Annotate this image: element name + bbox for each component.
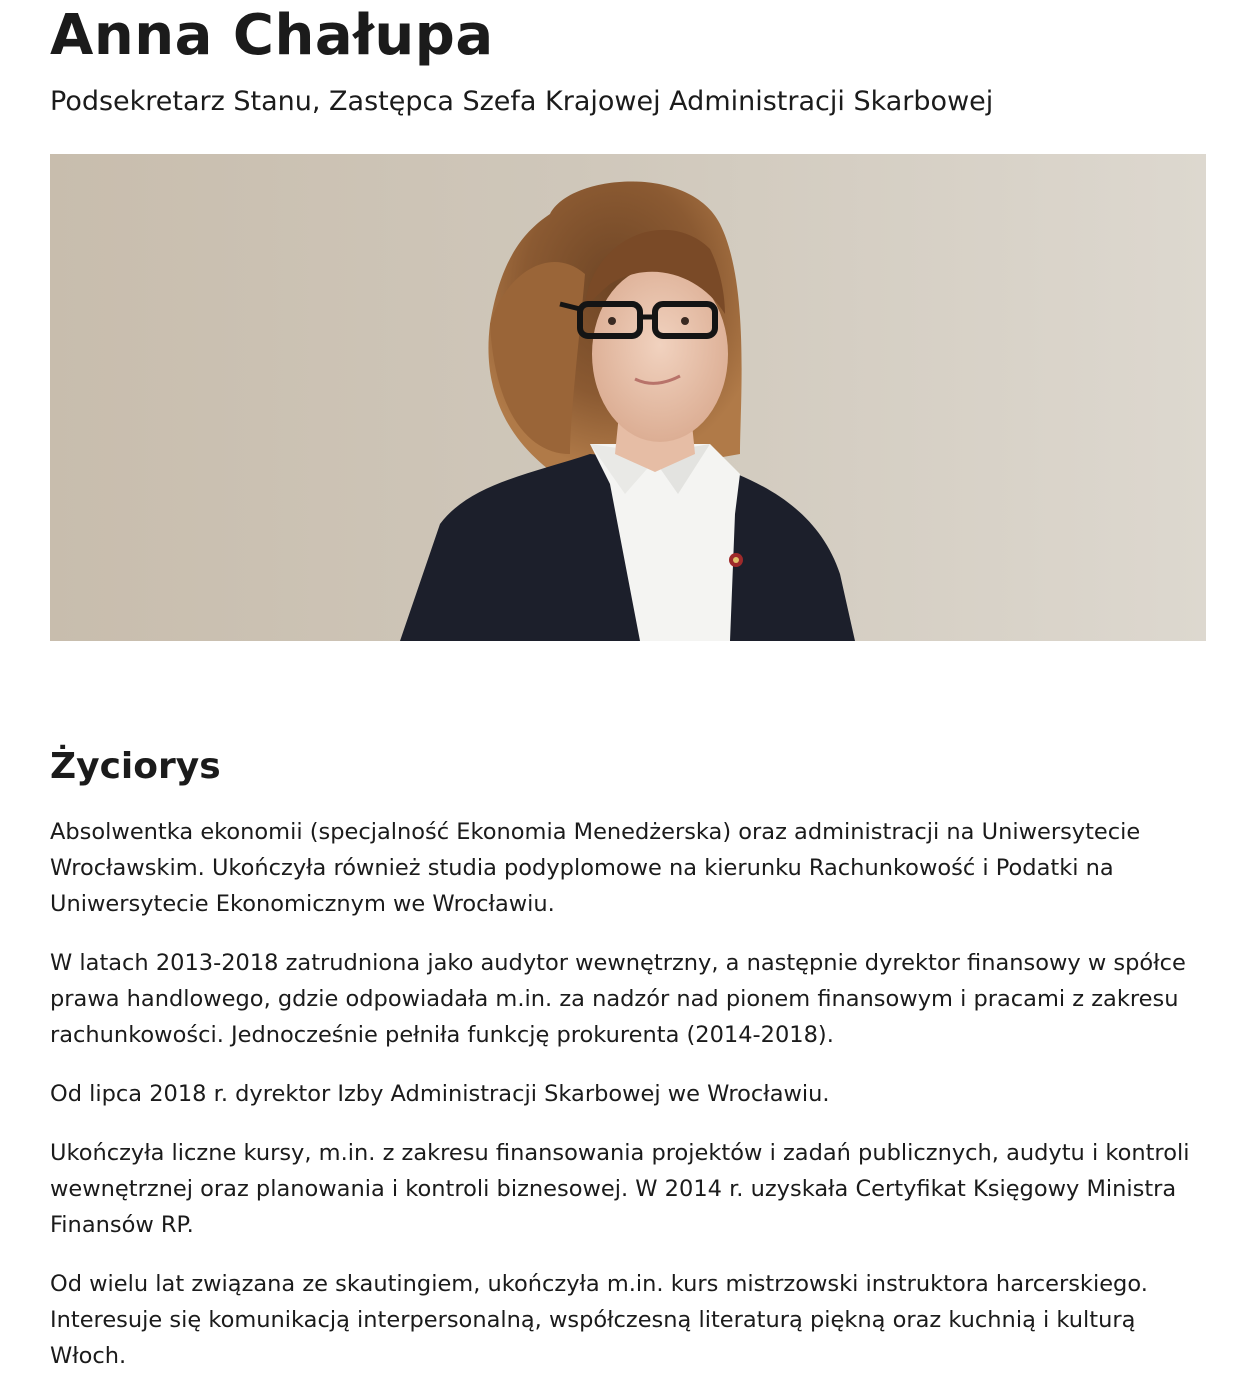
- bio-paragraph: Ukończyła liczne kursy, m.in. z zakresu finansowania projektów i zadań publicznych, audytu i kontroli wewnętrznej oraz planowania i kontroli biznesowej. W 2014 r. uzyskała Certyfikat Księgowy Ministra Finansów RP.: [50, 1140, 1190, 1238]
- bio-paragraph: Od lipca 2018 r. dyrektor Izby Administracji Skarbowej we Wrocławiu.: [50, 1081, 830, 1107]
- biography-heading: Życiorys: [50, 746, 221, 787]
- bio-paragraph: W latach 2013-2018 zatrudniona jako audytor wewnętrzny, a następnie dyrektor finansowy w spółce prawa handlowego, gdzie odpowiadała m.in. za nadzór nad pionem finansowym i pracami z zakresu rachunkowości. Jednocześnie pełniła funkcję prokurenta (2014-2018).: [50, 950, 1186, 1048]
- biography-text: [50, 814, 1210, 1397]
- bio-paragraph: Absolwentka ekonomii (specjalność Ekonomia Menedżerska) oraz administracji na Uniwersytecie Wrocławskim. Ukończyła również studia podyplomowe na kierunku Rachunkowość i Podatki na Uniwersytecie Ekonomicznym we Wrocławiu.: [50, 819, 1141, 917]
- portrait-photo: [50, 154, 1206, 641]
- person-role: Podsekretarz Stanu, Zastępca Szefa Krajowej Administracji Skarbowej: [50, 86, 994, 117]
- bio-paragraph: Od wielu lat związana ze skautingiem, ukończyła m.in. kurs mistrzowski instruktora harcerskiego. Interesuje się komunikacją interpersonalną, współczesną literaturą piękną oraz kuchnią i kulturą Włoch.: [50, 1271, 1148, 1369]
- person-name: Anna Chałupa: [50, 3, 494, 68]
